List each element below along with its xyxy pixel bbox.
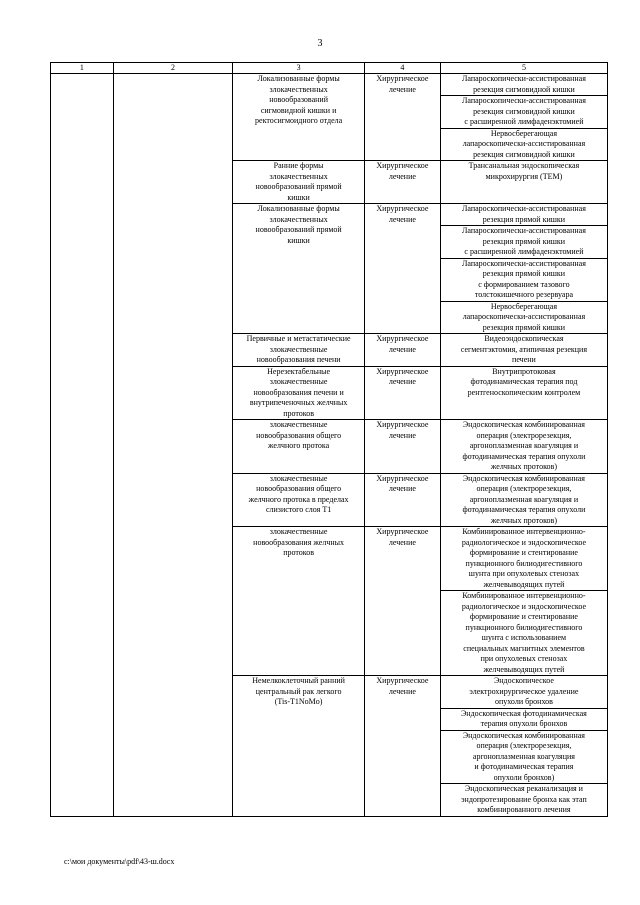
file-path-footer: c:\мои документы\pdf\43-ш.docx	[64, 857, 175, 866]
condition-cell: Локализованные формы злокачественных новообразований сигмовидной кишки и ректосигмоидного отдела	[233, 74, 365, 161]
method-cell: Нервосберегающая лапароскопически-ассистированная резекция прямой кишки	[440, 301, 607, 334]
method-cell: Эндоскопическое электрохирургическое удаление опухоли бронхов	[440, 676, 607, 709]
treatment-type-cell: Хирургическое лечение	[364, 204, 440, 334]
treatment-type-cell: Хирургическое лечение	[364, 366, 440, 420]
treatment-type-cell: Хирургическое лечение	[364, 420, 440, 474]
method-cell: Видеоэндоскопическая сегментэктомия, атипичная резекция печени	[440, 334, 607, 367]
method-cell: Лапароскопически-ассистированная резекция прямой кишки с расширенной лимфаденэктомией	[440, 226, 607, 259]
header-cell-col3: 3	[233, 63, 365, 74]
condition-cell: Немелкоклеточный ранний центральный рак легкого (Tis-T1NoMo)	[233, 676, 365, 817]
treatment-type-cell: Хирургическое лечение	[364, 676, 440, 817]
header-cell-col4: 4	[364, 63, 440, 74]
method-cell: Эндоскопическая фотодинамическая терапия опухоли бронхов	[440, 708, 607, 730]
table-body	[51, 63, 608, 817]
condition-cell: Нерезектабельные злокачественные новообразования печени и внутрипеченочных желчных протоков	[233, 366, 365, 420]
page-number: 3	[317, 38, 323, 49]
method-cell: Лапароскопически-ассистированная резекция прямой кишки	[440, 204, 607, 226]
method-cell: Лапароскопически-ассистированная резекция прямой кишки с формированием тазового толстокишечного резервуара	[440, 258, 607, 301]
method-cell: Трансанальная эндоскопическая микрохирургия (ТЕМ)	[440, 161, 607, 204]
condition-cell: злокачественные новообразования общего желчного протока	[233, 420, 365, 474]
treatment-type-cell: Хирургическое лечение	[364, 74, 440, 161]
services-table	[50, 62, 608, 817]
condition-cell: злокачественные новообразования общего желчного протока в пределах слизистого слоя T1	[233, 473, 365, 527]
condition-cell: злокачественные новообразования желчных протоков	[233, 527, 365, 676]
empty-cell-col2	[113, 74, 233, 817]
condition-cell: Первичные и метастатические злокачественные новообразования печени	[233, 334, 365, 367]
header-cell-col2: 2	[113, 63, 233, 74]
treatment-type-cell: Хирургическое лечение	[364, 161, 440, 204]
treatment-type-cell: Хирургическое лечение	[364, 473, 440, 527]
treatment-type-cell: Хирургическое лечение	[364, 527, 440, 676]
header-cell-col5: 5	[440, 63, 607, 74]
condition-cell: Локализованные формы злокачественных новообразований прямой кишки	[233, 204, 365, 334]
header-cell-col1: 1	[51, 63, 114, 74]
method-cell: Эндоскопическая комбинированная операция (электрорезекция, аргоноплазменная коагуляция и фотодинамическая терапия опухоли желчных протоков)	[440, 473, 607, 527]
method-cell: Нервосберегающая лапароскопически-ассистированная резекция сигмовидной кишки	[440, 128, 607, 161]
treatment-type-cell: Хирургическое лечение	[364, 334, 440, 367]
method-cell: Лапароскопически-ассистированная резекция сигмовидной кишки с расширенной лимфаденэктомией	[440, 96, 607, 129]
method-cell: Эндоскопическая реканализация и эндопротезирование бронха как этап комбинированного лечения	[440, 784, 607, 817]
method-cell: Лапароскопически-ассистированная резекция сигмовидной кишки	[440, 74, 607, 96]
table-row	[51, 74, 608, 96]
method-cell: Комбинированное интервенционно- радиологическое и эндоскопическое формирование и стентирование пункционного билиодигестивного шунта при опухолевых стенозах желчевыводящих путей	[440, 527, 607, 591]
condition-cell: Ранние формы злокачественных новообразований прямой кишки	[233, 161, 365, 204]
method-cell: Комбинированное интервенционно- радиологическое и эндоскопическое формирование и стентирование пункционного билиодигестивного шунта с использованием специальных магнитных элементов при опухолевых стенозах желчевыводящих путей	[440, 591, 607, 676]
header-row	[51, 63, 608, 74]
method-cell: Внутрипротоковая фотодинамическая терапия под рентгеноскопическим контролем	[440, 366, 607, 420]
empty-cell-col1	[51, 74, 114, 817]
method-cell: Эндоскопическая комбинированная операция (электрорезекция, аргоноплазменная коагуляция и фотодинамическая терапия опухоли бронхов)	[440, 730, 607, 784]
method-cell: Эндоскопическая комбинированная операция (электрорезекция, аргоноплазменная коагуляция и фотодинамическая терапия опухоли желчных протоков)	[440, 420, 607, 474]
